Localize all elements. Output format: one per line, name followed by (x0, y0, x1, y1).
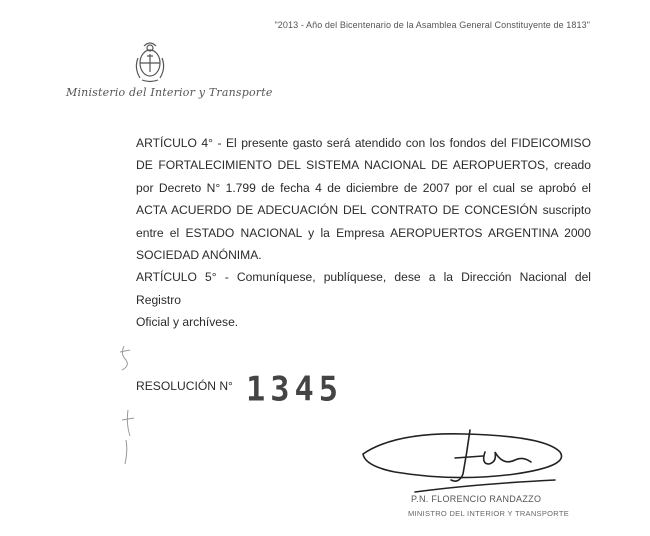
article4-line: SOCIEDAD ANÓNIMA. (136, 248, 262, 263)
article4-line: entre el ESTADO NACIONAL y la Empresa AEROPUERTOS ARGENTINA 2000 (136, 225, 591, 240)
article4-line: DE FORTALECIMIENTO DEL SISTEMA NACIONAL DE AEROPUERTOS, creado (136, 158, 591, 173)
article5-line: Oficial y archívese. (136, 315, 239, 330)
resolution-number: 1345 (246, 369, 344, 409)
handwritten-signature (355, 422, 595, 502)
resolution-label: RESOLUCIÓN N° (136, 379, 233, 393)
margin-initials-mark (108, 340, 148, 470)
article4-line: ARTÍCULO 4° - El presente gasto será atendido con los fondos del FIDEICOMISO (136, 136, 591, 150)
argentine-coat-of-arms-icon (130, 38, 170, 84)
signatory-title: MINISTRO DEL INTERIOR Y TRANSPORTE (408, 509, 570, 518)
commemorative-motto: "2013 - Año del Bicentenario de la Asamblea General Constituyente de 1813" (274, 20, 590, 30)
article4-line: por Decreto N° 1.799 de fecha 4 de diciembre de 2007 por el cual se aprobó el (136, 180, 591, 195)
ministry-name: Ministerio del Interior y Transporte (66, 86, 273, 99)
signatory-name: P.N. FLORENCIO RANDAZZO (411, 494, 542, 504)
article5-line: ARTÍCULO 5° - Comuníquese, publíquese, dese a la Dirección Nacional del Registro (136, 270, 591, 307)
document-body (136, 132, 591, 334)
article4-line: ACTA ACUERDO DE ADECUACIÓN DEL CONTRATO DE CONCESIÓN suscripto (136, 203, 591, 218)
